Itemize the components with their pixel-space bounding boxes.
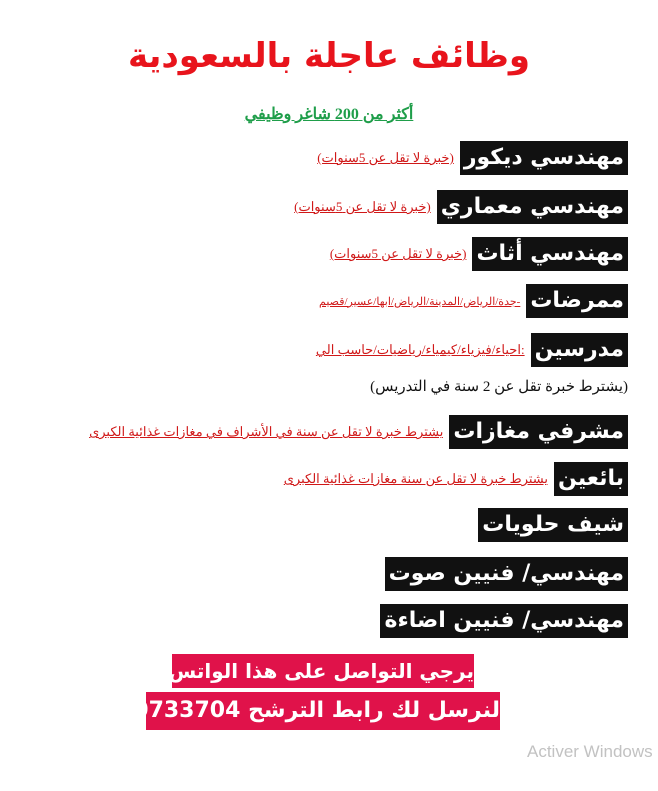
job-title: مهندسي أثاث [472,237,628,271]
teacher-requirement: (يشترط خبرة تقل عن 2 سنة في التدريس) [370,379,628,395]
job-row-lighting [380,604,628,638]
job-title: مهندسي/ فنيين اضاءة [380,604,628,638]
job-note: يشترط خبرة لا تقل عن سنة في الأشراف في مغازات غذائية الكبرى [89,424,444,439]
job-note: -جدة/الرياض/المدينة/الرياض/ابها/عسير/قصيم [319,295,521,308]
page-subtitle: أكثر من 200 شاغر وظيفي [244,106,414,123]
cta-link-line: لنرسل لك رابط الترشح 50733704 [146,692,500,730]
job-title: شيف حلويات [478,508,628,542]
page-title: وظائف عاجلة بالسعودية [127,36,531,76]
job-row-pastry-chef [478,508,628,542]
job-note: (خبرة لا تقل عن 5سنوات) [294,199,431,214]
job-title: ممرضات [526,284,628,318]
job-title: مشرفي مغازات [449,415,628,449]
job-row-architect [294,190,628,224]
job-note: (خبرة لا تقل عن 5سنوات) [317,150,454,165]
job-note: يشترط خبرة لا تقل عن سنة مغازات غذائية الكبرى [283,471,549,486]
job-title: مدرسين [531,333,628,367]
job-row-furniture [330,237,628,271]
job-row-nurses [319,284,628,318]
job-note: (خبرة لا تقل عن 5سنوات) [329,246,467,261]
activation-watermark: Activer Windows [527,742,653,761]
job-note: :احياء/فيزياء/كيمياء/رياضيات/حاسب الي [315,342,525,357]
job-title: مهندسي ديكور [460,141,628,175]
job-row-store-supervisors [89,415,628,449]
job-row-teachers [316,333,628,367]
job-title: مهندسي/ فنيين صوت [385,557,628,591]
job-title: مهندسي معماري [437,190,628,224]
job-title: بائعين [554,462,628,496]
job-row-sellers [284,462,628,496]
job-row-sound [385,557,628,591]
cta-contact-line: يرجي التواصل على هذا الواتس [172,654,474,688]
job-row-decor [317,141,628,175]
